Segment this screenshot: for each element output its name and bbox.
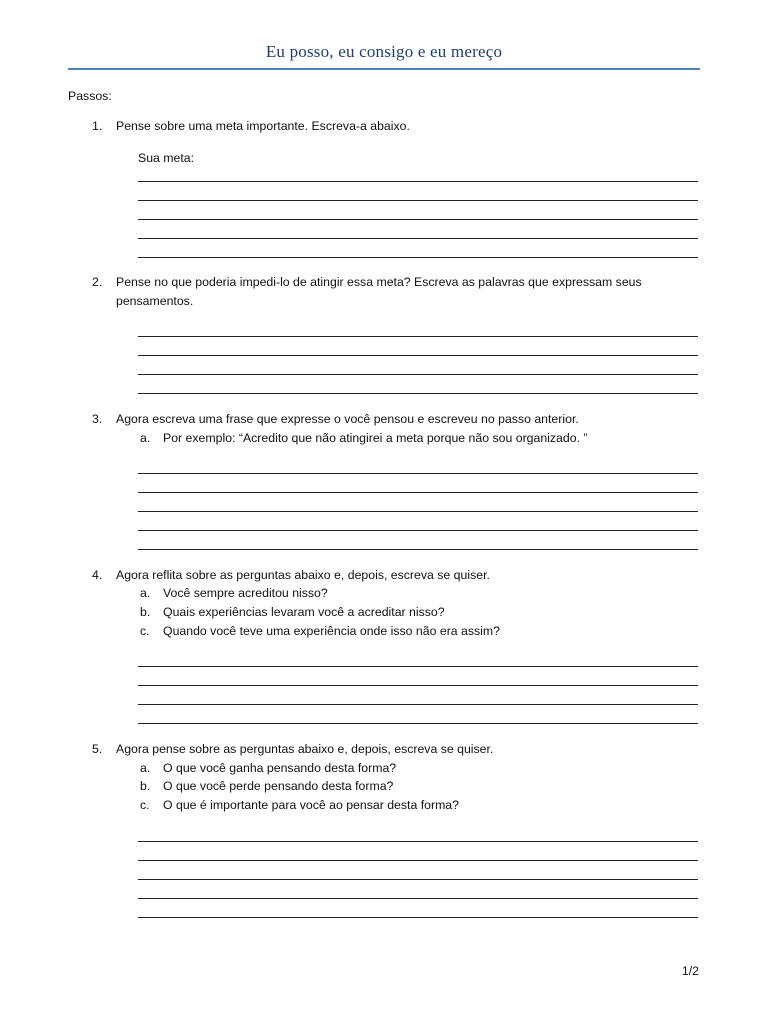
writing-line[interactable]	[138, 917, 698, 918]
item-letter: a.	[140, 761, 151, 775]
step-text: Agora reflita sobre as perguntas abaixo e, depois, escreva se quiser.	[116, 568, 490, 582]
page-number: 1/2	[681, 964, 699, 978]
writing-line[interactable]	[138, 181, 698, 182]
writing-line[interactable]	[138, 355, 698, 356]
writing-line[interactable]	[138, 549, 698, 550]
writing-line[interactable]	[138, 530, 698, 531]
item-text: Quais experiências levaram você a acreditar nisso?	[163, 605, 445, 619]
steps-label: Passos:	[68, 89, 112, 103]
step-text: Agora escreva uma frase que expresse o você pensou e escreveu no passo anterior.	[116, 412, 579, 426]
step-text: Pense no que poderia impedi-lo de atingir essa meta? Escreva as palavras que expressam seus	[116, 275, 642, 289]
step-number: 3.	[92, 412, 103, 426]
step-number: 2.	[92, 275, 103, 289]
writing-line[interactable]	[138, 841, 698, 842]
writing-line[interactable]	[138, 393, 698, 394]
writing-line[interactable]	[138, 879, 698, 880]
writing-line[interactable]	[138, 511, 698, 512]
document-title: Eu posso, eu consigo e eu mereço	[265, 42, 503, 61]
step-text: Pense sobre uma meta importante. Escreva-a abaixo.	[116, 119, 410, 133]
goal-label: Sua meta:	[138, 151, 195, 165]
writing-line[interactable]	[138, 473, 698, 474]
writing-line[interactable]	[138, 860, 698, 861]
item-text: Você sempre acreditou nisso?	[163, 586, 328, 600]
writing-line[interactable]	[138, 257, 698, 258]
writing-line[interactable]	[138, 492, 698, 493]
writing-line[interactable]	[138, 219, 698, 220]
writing-line[interactable]	[138, 704, 698, 705]
item-letter: a.	[140, 431, 151, 445]
item-letter: c.	[140, 624, 150, 638]
item-letter: c.	[140, 798, 150, 812]
item-letter: b.	[140, 605, 151, 619]
item-text: Por exemplo: “Acredito que não atingirei a meta porque não sou organizado. ”	[163, 431, 588, 445]
item-text: Quando você teve uma experiência onde isso não era assim?	[163, 624, 500, 638]
step-number: 1.	[92, 119, 103, 133]
step-number: 4.	[92, 568, 103, 582]
writing-line[interactable]	[138, 898, 698, 899]
item-text: O que é importante para você ao pensar desta forma?	[163, 798, 459, 812]
item-letter: a.	[140, 586, 151, 600]
item-text: O que você ganha pensando desta forma?	[163, 761, 397, 775]
step-number: 5.	[92, 742, 103, 756]
item-text: O que você perde pensando desta forma?	[163, 779, 394, 793]
writing-line[interactable]	[138, 723, 698, 724]
step-text-continued: pensamentos.	[116, 294, 194, 308]
writing-line[interactable]	[138, 374, 698, 375]
title-divider	[68, 68, 700, 70]
writing-line[interactable]	[138, 666, 698, 667]
step-text: Agora pense sobre as perguntas abaixo e, depois, escreva se quiser.	[116, 742, 494, 756]
writing-line[interactable]	[138, 685, 698, 686]
item-letter: b.	[140, 779, 151, 793]
writing-line[interactable]	[138, 238, 698, 239]
writing-line[interactable]	[138, 200, 698, 201]
writing-line[interactable]	[138, 336, 698, 337]
